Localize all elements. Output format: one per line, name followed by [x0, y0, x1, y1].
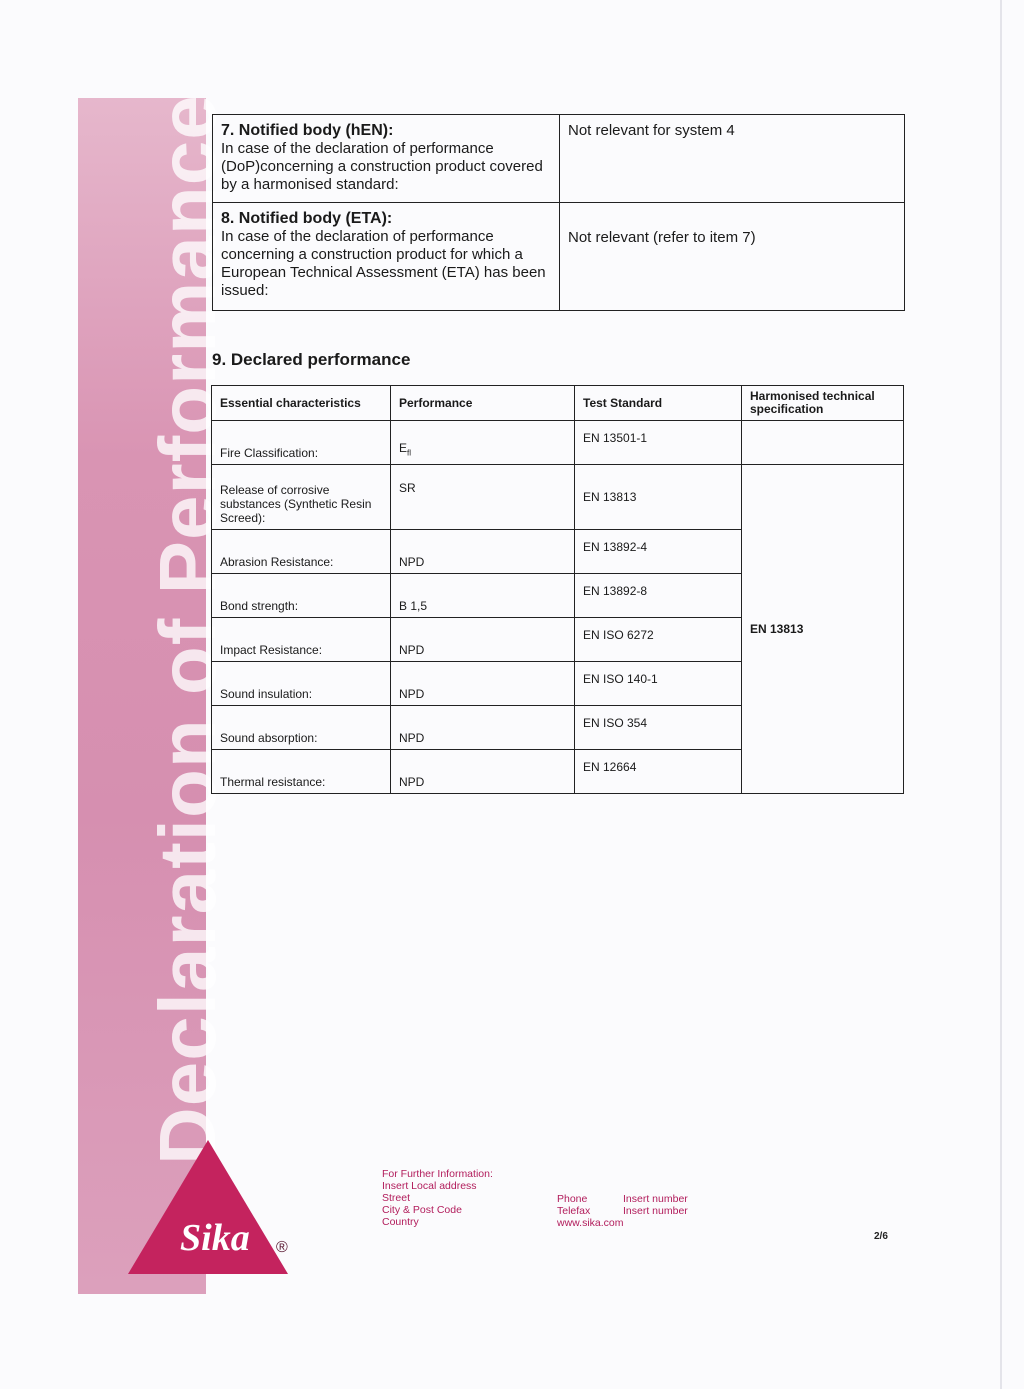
footer-line: City & Post Code — [382, 1204, 462, 1216]
performance-cell: NPD — [391, 530, 575, 574]
logo-text: Sika — [180, 1217, 250, 1259]
phone-label: Phone — [557, 1193, 588, 1205]
footer-contact-info — [382, 1168, 493, 1228]
footer-line: Street — [382, 1192, 411, 1204]
notified-body-eta-description: In case of the declaration of performance concerning a construction product for which a European Technical Assessment (ETA) has been issued: — [221, 228, 546, 299]
website-link[interactable]: www.sika.com — [557, 1217, 624, 1229]
footer-phone-info — [557, 1193, 688, 1229]
phone-row — [557, 1193, 688, 1205]
notified-body-hen-cell — [213, 115, 560, 203]
characteristic-cell: Bond strength: — [212, 574, 391, 618]
table-row — [213, 203, 905, 311]
column-header: Performance — [391, 386, 575, 421]
sika-logo — [128, 1138, 298, 1278]
footer-line: Country — [382, 1216, 419, 1228]
characteristic-cell: Thermal resistance: — [212, 750, 391, 794]
column-header: Harmonised technical specification — [742, 386, 904, 421]
declared-performance-table — [211, 385, 904, 794]
standard-cell: EN ISO 6272 — [575, 618, 742, 662]
characteristic-cell: Sound absorption: — [212, 706, 391, 750]
page-number: 2/6 — [874, 1231, 888, 1242]
standard-cell: EN ISO 140-1 — [575, 662, 742, 706]
standard-cell: EN 13813 — [575, 465, 742, 530]
column-header: Test Standard — [575, 386, 742, 421]
performance-cell: NPD — [391, 662, 575, 706]
fax-row — [557, 1205, 688, 1217]
characteristic-cell: Abrasion Resistance: — [212, 530, 391, 574]
column-header: Essential characteristics — [212, 386, 391, 421]
standard-cell: EN ISO 354 — [575, 706, 742, 750]
notified-body-eta-cell — [213, 203, 560, 311]
fax-label: Telefax — [557, 1205, 591, 1217]
characteristic-cell: Sound insulation: — [212, 662, 391, 706]
fax-value: Insert number — [623, 1205, 688, 1217]
notified-body-eta-value: Not relevant (refer to item 7) — [560, 203, 905, 311]
registered-mark: ® — [276, 1239, 288, 1256]
characteristic-cell: Release of corrosive substances (Synthetic Resin Screed): — [212, 465, 391, 530]
table-row — [213, 115, 905, 203]
standard-cell: EN 13892-4 — [575, 530, 742, 574]
performance-value: $E_{fl}$ — [399, 440, 412, 457]
performance-cell: SR — [391, 465, 575, 530]
performance-cell: NPD — [391, 706, 575, 750]
characteristic-cell: Impact Resistance: — [212, 618, 391, 662]
notified-body-hen-heading: 7. Notified body (hEN): — [221, 122, 394, 139]
notified-body-hen-value: Not relevant for system 4 — [560, 115, 905, 203]
phone-value: Insert number — [623, 1193, 688, 1205]
table-header-row — [212, 386, 904, 421]
standard-cell: EN 13892-8 — [575, 574, 742, 618]
notified-body-eta-heading: 8. Notified body (ETA): — [221, 210, 393, 227]
table-row — [212, 421, 904, 465]
section-title: 9. Declared performance — [212, 350, 411, 369]
page-edge — [1000, 0, 1002, 1389]
performance-cell: NPD — [391, 618, 575, 662]
characteristic-cell: Fire Classification: — [212, 421, 391, 465]
sidebar-title: Declaration of Performance — [143, 94, 232, 1165]
spec-cell — [742, 421, 904, 465]
performance-cell: NPD — [391, 750, 575, 794]
standard-cell: EN 13501-1 — [575, 421, 742, 465]
performance-cell — [391, 421, 575, 465]
footer-line: For Further Information: — [382, 1168, 493, 1180]
footer-line: Insert Local address — [382, 1180, 477, 1192]
notified-body-hen-description: In case of the declaration of performance (DoP)concerning a construction product covered by a harmonised standard: — [221, 140, 543, 193]
table-row — [212, 465, 904, 530]
performance-cell: B 1,5 — [391, 574, 575, 618]
notified-body-table — [212, 114, 905, 311]
standard-cell: EN 12664 — [575, 750, 742, 794]
harmonised-spec-cell: EN 13813 — [742, 465, 904, 794]
